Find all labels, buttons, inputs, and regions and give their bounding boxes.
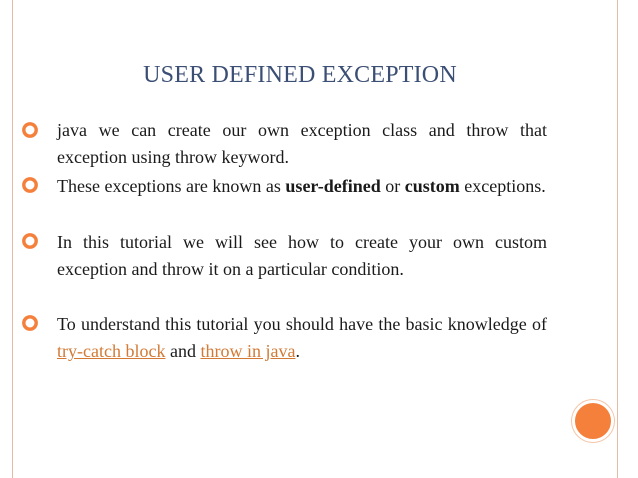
bullet-2-tail: exceptions. (459, 176, 546, 196)
bullet-text-3: In this tutorial we will see how to create your own custom exception and throw it on a particular condition. (57, 232, 547, 279)
bullet-4-lead: To understand this tutorial you should have the basic knowledge of (57, 314, 547, 334)
ring-bullet-icon (20, 175, 40, 195)
bullet-2-bold-user-defined: user-defined (285, 176, 381, 196)
bullet-text-2 (57, 173, 547, 200)
bullet-2-bold-custom: custom (404, 176, 460, 196)
right-decorative-rail (617, 0, 618, 478)
ring-bullet-icon (20, 231, 40, 251)
try-catch-block-link[interactable]: try-catch block (57, 341, 166, 361)
throw-in-java-link[interactable]: throw in java (200, 341, 296, 361)
bullet-text-4 (57, 311, 547, 365)
slide-title: USER DEFINED EXCEPTION (143, 62, 457, 88)
bullet-4-tail: . (295, 341, 300, 361)
page-number-circle (572, 400, 614, 442)
bullet-2-lead: These exceptions are known as (57, 176, 286, 196)
ring-bullet-icon (20, 120, 40, 140)
bullet-text-1: java we can create our own exception class and throw that exception using throw keyword. (57, 120, 547, 167)
bullet-4-mid: and (165, 341, 201, 361)
bullet-2-mid: or (380, 176, 405, 196)
ring-bullet-icon (20, 313, 40, 333)
